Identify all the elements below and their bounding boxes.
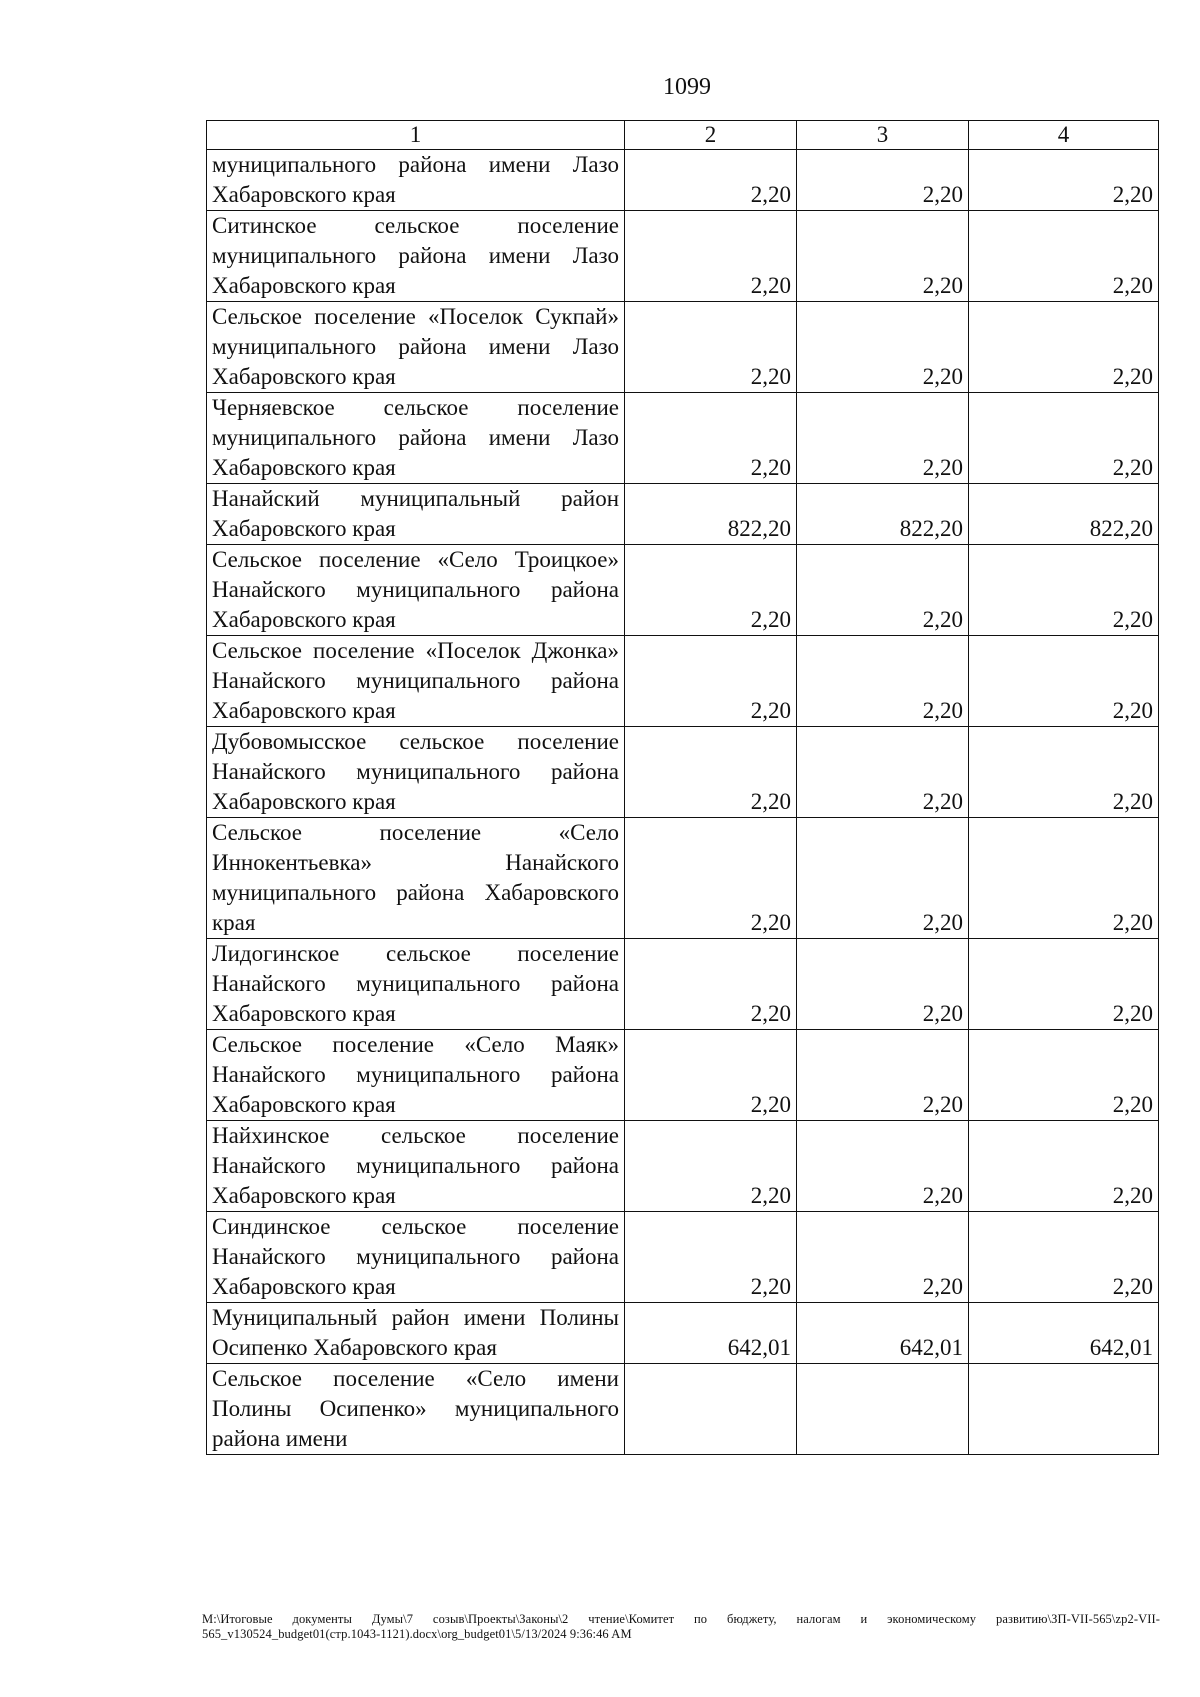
page-number: 1099 (663, 74, 711, 100)
municipality-name: Найхинское сельское поселение Нанайского муниципального района Хабаровского края (207, 1121, 625, 1212)
municipality-name: Сельское поселение «Село имени Полины Осипенко» муниципального района имени (207, 1364, 625, 1455)
table-row (207, 939, 1159, 1030)
table-row (207, 302, 1159, 393)
municipality-name: Лидогинское сельское поселение Нанайского муниципального района Хабаровского края (207, 939, 625, 1030)
value-col-4: 2,20 (969, 302, 1159, 393)
value-col-4: 822,20 (969, 484, 1159, 545)
value-col-2: 2,20 (625, 1121, 797, 1212)
value-col-3: 2,20 (797, 211, 969, 302)
municipality-name: Сельское поселение «Поселок Сукпай» муниципального района имени Лазо Хабаровского края (207, 302, 625, 393)
value-col-4: 2,20 (969, 545, 1159, 636)
table-row (207, 1030, 1159, 1121)
municipality-name: Сельское поселение «Село Иннокентьевка» Нанайского муниципального района Хабаровского края (207, 818, 625, 939)
value-col-3: 2,20 (797, 818, 969, 939)
table-row (207, 1121, 1159, 1212)
value-col-4: 2,20 (969, 818, 1159, 939)
table-row (207, 1212, 1159, 1303)
value-col-2: 2,20 (625, 393, 797, 484)
value-col-4: 2,20 (969, 1030, 1159, 1121)
value-col-4: 2,20 (969, 393, 1159, 484)
value-col-2: 2,20 (625, 818, 797, 939)
municipality-name: Нанайский муниципальный район Хабаровского края (207, 484, 625, 545)
value-col-3: 2,20 (797, 1212, 969, 1303)
value-col-3: 2,20 (797, 545, 969, 636)
header-col-4: 4 (969, 121, 1159, 150)
header-row (207, 121, 1159, 150)
value-col-3: 2,20 (797, 393, 969, 484)
municipality-name: Черняевское сельское поселение муниципального района имени Лазо Хабаровского края (207, 393, 625, 484)
value-col-3: 642,01 (797, 1303, 969, 1364)
value-col-3: 2,20 (797, 636, 969, 727)
value-col-3: 2,20 (797, 302, 969, 393)
municipality-name: Сельское поселение «Село Маяк» Нанайского муниципального района Хабаровского края (207, 1030, 625, 1121)
table-row (207, 727, 1159, 818)
header-col-1: 1 (207, 121, 625, 150)
value-col-3 (797, 1364, 969, 1455)
table-row (207, 818, 1159, 939)
value-col-2: 642,01 (625, 1303, 797, 1364)
value-col-3: 2,20 (797, 1030, 969, 1121)
value-col-4: 2,20 (969, 150, 1159, 211)
value-col-4: 2,20 (969, 727, 1159, 818)
municipality-name: Дубовомысское сельское поселение Нанайского муниципального района Хабаровского края (207, 727, 625, 818)
municipality-name: Синдинское сельское поселение Нанайского муниципального района Хабаровского края (207, 1212, 625, 1303)
value-col-2: 2,20 (625, 636, 797, 727)
value-col-4 (969, 1364, 1159, 1455)
value-col-4: 2,20 (969, 939, 1159, 1030)
value-col-2: 2,20 (625, 545, 797, 636)
value-col-4: 2,20 (969, 1212, 1159, 1303)
table-row (207, 211, 1159, 302)
value-col-4: 642,01 (969, 1303, 1159, 1364)
value-col-3: 2,20 (797, 1121, 969, 1212)
value-col-4: 2,20 (969, 636, 1159, 727)
table-row (207, 1303, 1159, 1364)
table-row (207, 636, 1159, 727)
value-col-2: 2,20 (625, 1030, 797, 1121)
value-col-2: 2,20 (625, 1212, 797, 1303)
municipality-name: Муниципальный район имени Полины Осипенко Хабаровского края (207, 1303, 625, 1364)
value-col-3: 2,20 (797, 727, 969, 818)
value-col-3: 822,20 (797, 484, 969, 545)
table-row (207, 484, 1159, 545)
municipality-name: Ситинское сельское поселение муниципального района имени Лазо Хабаровского края (207, 211, 625, 302)
value-col-2: 2,20 (625, 302, 797, 393)
value-col-3: 2,20 (797, 939, 969, 1030)
table-row (207, 150, 1159, 211)
value-col-2: 2,20 (625, 727, 797, 818)
value-col-4: 2,20 (969, 211, 1159, 302)
table-row (207, 393, 1159, 484)
table-row (207, 545, 1159, 636)
municipality-name: Сельское поселение «Поселок Джонка» Нанайского муниципального района Хабаровского края (207, 636, 625, 727)
value-col-2: 2,20 (625, 211, 797, 302)
header-col-3: 3 (797, 121, 969, 150)
municipality-name: муниципального района имени Лазо Хабаровского края (207, 150, 625, 211)
budget-table (206, 120, 1159, 1455)
municipality-name: Сельское поселение «Село Троицкое» Нанайского муниципального района Хабаровского края (207, 545, 625, 636)
value-col-2: 822,20 (625, 484, 797, 545)
value-col-3: 2,20 (797, 150, 969, 211)
table-row (207, 1364, 1159, 1455)
value-col-4: 2,20 (969, 1121, 1159, 1212)
header-col-2: 2 (625, 121, 797, 150)
document-file-path: M:\Итоговые документы Думы\7 созыв\Проекты\Законы\2 чтение\Комитет по бюджету, налогам и экономическому развитию\ЗП-VII-565\zp2-VII-565_v130524_budget01(стр.1043-1121).docx\org_budget01\5/13/2024 9:36:46 AM (202, 1612, 1160, 1641)
value-col-2: 2,20 (625, 150, 797, 211)
value-col-2 (625, 1364, 797, 1455)
value-col-2: 2,20 (625, 939, 797, 1030)
